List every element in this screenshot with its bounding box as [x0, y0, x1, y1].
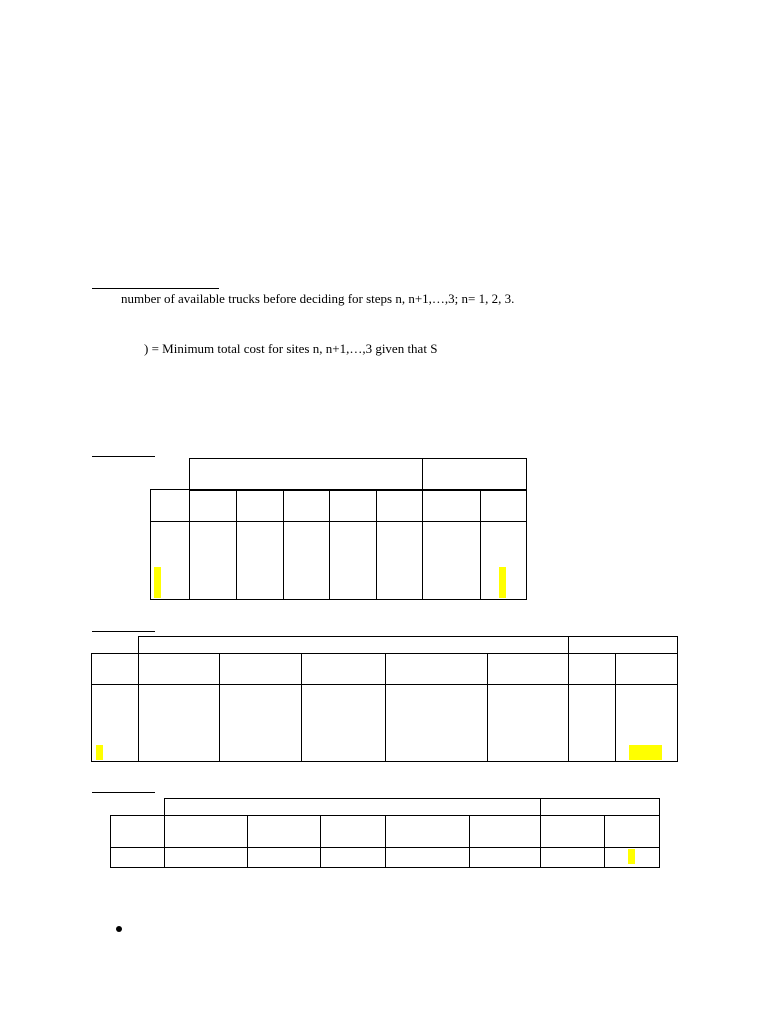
table1-body-cell [236, 521, 284, 600]
table3-header-cell [320, 815, 386, 848]
table2-header-cell [568, 653, 616, 685]
table3-header-cell [385, 815, 470, 848]
table2-header-cell [615, 653, 678, 685]
table2-highlight-left [96, 745, 103, 760]
table3-header-cell [604, 815, 660, 848]
table2-header-cell [487, 653, 569, 685]
table2-body-cell [568, 684, 616, 762]
table1-highlight-right [499, 567, 506, 598]
table1-header-cell [150, 489, 190, 522]
table2-header-group-b [568, 636, 678, 654]
table1-header-cell [236, 489, 284, 522]
table1-body-cell [283, 521, 330, 600]
heading-underline [92, 288, 219, 289]
cost-function-definition: ) = Minimum total cost for sites n, n+1,…,3 given that S [144, 341, 438, 356]
table2-highlight-right [629, 745, 662, 760]
table1-header-cell [189, 489, 237, 522]
table2-header-cell [385, 653, 488, 685]
table3-header-group-a [164, 798, 541, 816]
table2-body-cell [301, 684, 386, 762]
table1-body-cell [376, 521, 423, 600]
table2-header-cell [301, 653, 386, 685]
table2-header-group-a [138, 636, 569, 654]
table1-header-group-a [189, 458, 423, 491]
table3-highlight [628, 849, 635, 864]
table1-header-cell [422, 489, 481, 522]
table2-body-cell [487, 684, 569, 762]
table1-body-cell [189, 521, 237, 600]
table3-label-underline [92, 792, 155, 793]
list-bullet [116, 926, 122, 932]
stage-variable-definition: number of available trucks before deciding for steps n, n+1,…,3; n= 1, 2, 3. [121, 291, 515, 306]
table1-header-cell [283, 489, 330, 522]
table3-body-cell [320, 847, 386, 868]
table1-header-cell [329, 489, 377, 522]
table3-body-cell [540, 847, 605, 868]
table3-header-cell [469, 815, 541, 848]
table3-body-cell [385, 847, 470, 868]
table1-label-underline [92, 456, 155, 457]
table2-body-cell [219, 684, 302, 762]
table3-header-cell [540, 815, 605, 848]
table3-header-cell [110, 815, 165, 848]
table3-header-cell [164, 815, 248, 848]
table1-header-cell [376, 489, 423, 522]
table2-header-cell [91, 653, 139, 685]
table3-body-cell [247, 847, 321, 868]
table2-body-cell [138, 684, 220, 762]
table3-body-cell [110, 847, 165, 868]
table2-header-cell [219, 653, 302, 685]
table1-body-cell [329, 521, 377, 600]
table2-label-underline [92, 631, 155, 632]
table1-body-cell [422, 521, 481, 600]
table3-header-group-b [540, 798, 660, 816]
table3-body-cell [469, 847, 541, 868]
table3-body-cell [164, 847, 248, 868]
table2-body-cell [385, 684, 488, 762]
table1-header-group-b [422, 458, 527, 491]
table1-highlight-left [154, 567, 161, 598]
table2-header-cell [138, 653, 220, 685]
table3-header-cell [247, 815, 321, 848]
table1-header-cell [480, 489, 527, 522]
